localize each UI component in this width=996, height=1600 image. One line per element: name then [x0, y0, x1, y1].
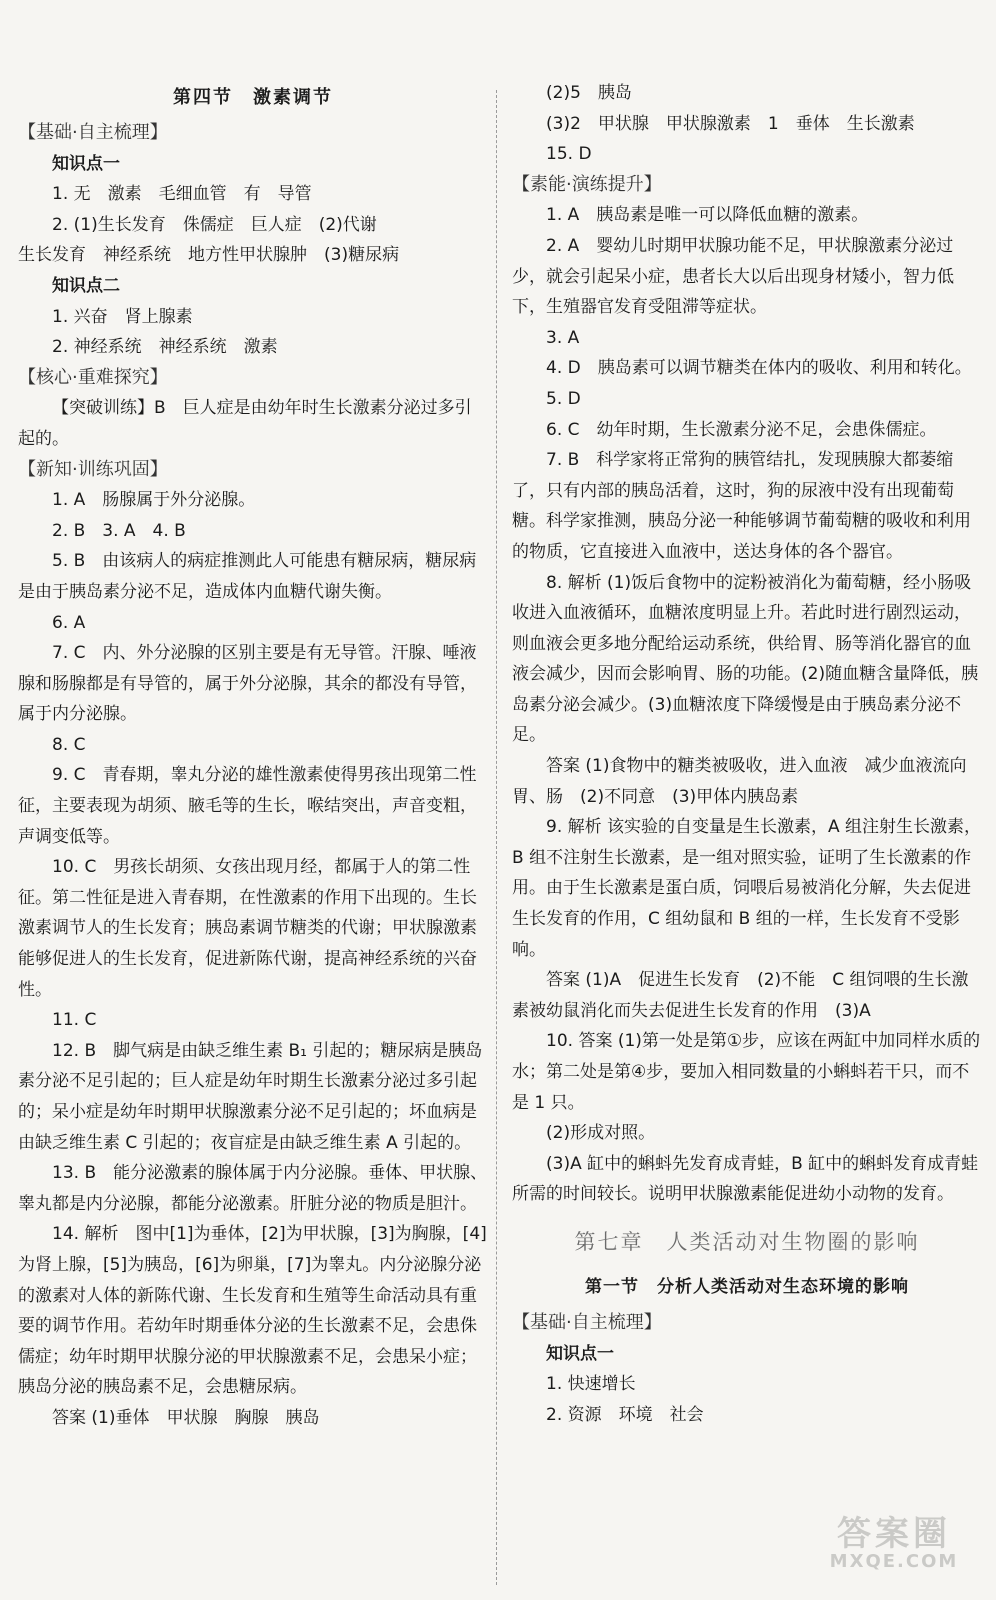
k1-item-2b: 生长发育 神经系统 地方性甲状腺肿 (3)糖尿病	[18, 245, 400, 266]
heading-new: 【新知·训练巩固】	[18, 458, 168, 480]
answer-7: 7. C 内、外分泌腺的区别主要是有无导管。汗腺、唾液腺和肠腺都是有导管的，属于外分泌腺，其余的都没有导管，属于内分泌腺。	[18, 643, 477, 725]
k2-item-2: 2. 神经系统 神经系统 激素	[52, 337, 278, 358]
practice-6: 6. C 幼年时期，生长激素分泌不足，会患侏儒症。	[546, 419, 937, 440]
answer-6: 6. A	[52, 612, 86, 633]
watermark-logo	[814, 1516, 974, 1574]
heading-basic: 【基础·自主梳理】	[18, 122, 168, 143]
heading-basic-2: 【基础·自主梳理】	[512, 1311, 662, 1333]
practice-9-answer: 答案 (1)A 促进生长发育 (2)不能 C 组饲喂的生长激素被幼鼠消化而失去促进生长发育的作用 (3)A	[512, 970, 969, 1021]
practice-10-part-2: (2)形成对照。	[546, 1123, 656, 1144]
answer-5: 5. B 由该病人的病症推测此人可能患有糖尿病，糖尿病是由于胰岛素分泌不足，造成体内血糖代谢失衡。	[18, 551, 477, 602]
answer-15: 15. D	[546, 144, 592, 165]
answer-14-analysis: 14. 解析 图中[1]为垂体，[2]为甲状腺，[3]为胸腺，[4]为肾上腺，[5]为胰岛，[6]为卵巢，[7]为睾丸。内分泌腺分泌的激素对人体的新陈代谢、生长发育和生殖等生命活动具有重要的调节作用。若幼年时期垂体分泌的生长激素不足，会患侏儒症；幼年时期甲状腺分泌的甲状腺激素不足，会患呆小症；胰岛分泌的胰岛素不足，会患糖尿病。	[18, 1224, 487, 1398]
right-column	[512, 78, 982, 1430]
k2-item-1: 1. 兴奋 肾上腺素	[52, 306, 193, 327]
ch7-item-1: 1. 快速增长	[546, 1374, 636, 1395]
practice-4: 4. D 胰岛素可以调节糖类在体内的吸收、利用和转化。	[546, 358, 972, 379]
practice-3: 3. A	[546, 327, 580, 348]
ch7-item-2: 2. 资源 环境 社会	[546, 1404, 704, 1425]
heading-practice: 【素能·演练提升】	[512, 173, 662, 195]
practice-10-part-3: (3)A 缸中的蝌蚪先发育成青蛙，B 缸中的蝌蚪发育成青蛙所需的时间较长。说明甲状腺激素能促进幼小动物的发育。	[512, 1153, 979, 1205]
k1-item-1: 1. 无 激素 毛细血管 有 导管	[52, 184, 312, 205]
answer-2-4: 2. B 3. A 4. B	[52, 520, 186, 541]
practice-1: 1. A 胰岛素是唯一可以降低血糖的激素。	[546, 205, 869, 226]
practice-10-answer: 10. 答案 (1)第一处是第①步，应该在两缸中加同样水质的水；第二处是第④步，要加入相同数量的小蝌蚪若干只，而不是 1 只。	[512, 1031, 981, 1113]
knowledge-point-1: 知识点一	[52, 153, 120, 174]
answer-9: 9. C 青春期，睾丸分泌的雄性激素使得男孩出现第二性征，主要表现为胡须、腋毛等的生长，喉结突出，声音变粗，声调变低等。	[18, 765, 477, 847]
left-column	[18, 78, 488, 1434]
answer-10: 10. C 男孩长胡须、女孩出现月经，都属于人的第二性征。第二性征是进入青春期，在性激素的作用下出现的。生长激素调节人的生长发育；胰岛素调节糖类的代谢；甲状腺激素能够促进人的生长发育，促进新陈代谢，提高神经系统的兴奋性。	[18, 857, 477, 1000]
practice-9-analysis: 9. 解析 该实验的自变量是生长激素，A 组注射生长激素，B 组不注射生长激素，是一组对照实验，证明了生长激素的作用。由于生长激素是蛋白质，饲喂后易被消化分解，失去促进生长发育的作用，C 组幼鼠和 B 组的一样，生长发育不受影响。	[512, 817, 982, 960]
k1-item-2a: 2. (1)生长发育 侏儒症 巨人症 (2)代谢	[52, 214, 377, 235]
practice-7: 7. B 科学家将正常狗的胰管结扎，发现胰腺大都萎缩了，只有内部的胰岛活着，这时，狗的尿液中没有出现葡萄糖。科学家推测，胰岛分泌一种能够调节葡萄糖的吸收和利用的物质，它直接进入血液中，送达身体的各个器官。	[512, 450, 971, 562]
answer-13: 13. B 能分泌激素的腺体属于内分泌腺。垂体、甲状腺、睾丸都是内分泌腺，都能分泌激素。肝脏分泌的物质是胆汁。	[18, 1163, 488, 1214]
answer-14-part-2: (2)5 胰岛	[546, 83, 632, 103]
section-subtitle: 第一节 分析人类活动对生态环境的影响	[585, 1276, 909, 1297]
answer-8: 8. C	[52, 734, 86, 755]
answer-1: 1. A 肠腺属于外分泌腺。	[52, 490, 256, 511]
section-title: 第四节 激素调节	[173, 87, 333, 108]
answer-14-answer: 答案 (1)垂体 甲状腺 胸腺 胰岛	[52, 1407, 320, 1428]
breakthrough-training: 【突破训练】B 巨人症是由幼年时生长激素分泌过多引起的。	[18, 398, 472, 449]
heading-core: 【核心·重难探究】	[18, 366, 168, 388]
knowledge-point-2: 知识点二	[52, 275, 120, 296]
practice-5: 5. D	[546, 388, 581, 409]
practice-8-answer: 答案 (1)食物中的糖类被吸收，进入血液 减少血液流向胃、肠 (2)不同意 (3)甲体内胰岛素	[512, 756, 967, 807]
answer-11: 11. C	[52, 1010, 97, 1031]
answer-12: 12. B 脚气病是由缺乏维生素 B₁ 引起的；糖尿病是胰岛素分泌不足引起的；巨人症是幼年时期生长激素分泌过多引起的；呆小症是幼年时期甲状腺激素分泌不足引起的；坏血病是由缺乏维生素 C 引起的；夜盲症是由缺乏维生素 A 引起的。	[18, 1040, 483, 1153]
knowledge-point-1-ch7: 知识点一	[546, 1343, 614, 1364]
practice-8-analysis: 8. 解析 (1)饭后食物中的淀粉被消化为葡萄糖，经小肠吸收进入血液循环，血糖浓度明显上升。若此时进行剧烈运动，则血液会更多地分配给运动系统，供给胃、肠等消化器官的血液会减少，因而会影响胃、肠的功能。(2)随血糖含量降低，胰岛素分泌会减少。(3)血糖浓度下降缓慢是由于胰岛素分泌不足。	[512, 572, 979, 746]
column-divider	[496, 90, 497, 1585]
chapter-title: 第七章 人类活动对生物圈的影响	[574, 1229, 920, 1254]
watermark-text-cn: 答案圈	[837, 1514, 951, 1554]
watermark-text-en: MXQE.COM	[829, 1551, 959, 1572]
practice-2: 2. A 婴幼儿时期甲状腺功能不足，甲状腺激素分泌过少，就会引起呆小症，患者长大以后出现身材矮小，智力低下，生殖器官发育受阻滞等症状。	[512, 235, 954, 318]
answer-14-part-3: (3)2 甲状腺 甲状腺激素 1 垂体 生长激素	[546, 113, 915, 134]
